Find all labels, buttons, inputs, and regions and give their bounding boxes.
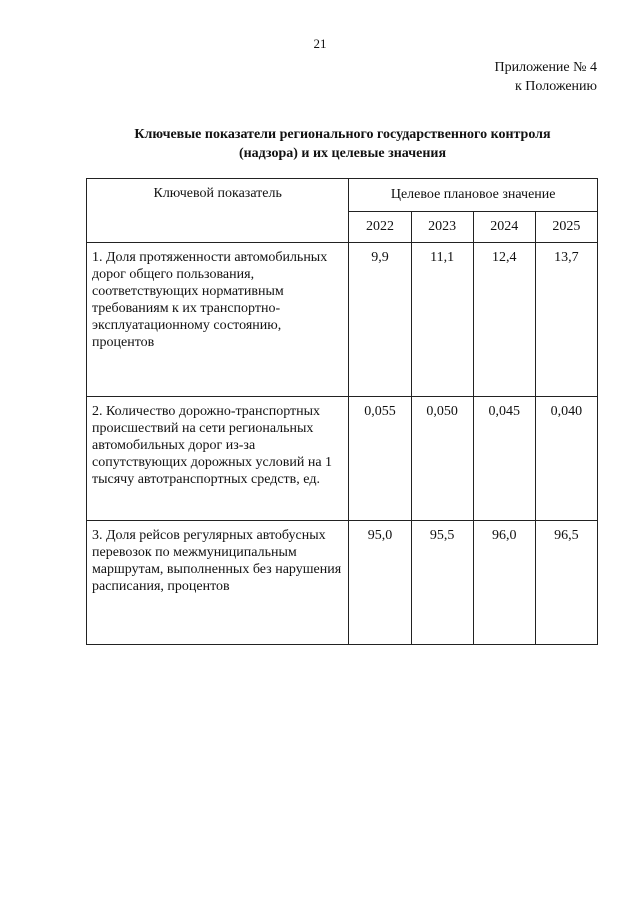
- indicator-value: 13,7: [535, 243, 597, 397]
- header-year: 2023: [411, 212, 473, 243]
- table-header-row: [87, 179, 598, 212]
- indicator-value: 96,5: [535, 521, 597, 645]
- indicator-name: 1. Доля протяженности автомобильных дорог общего пользования, соответствующих нормативным требованиям к их транспортно-эксплуатационному состоянию, процентов: [87, 243, 349, 397]
- header-indicator: Ключевой показатель: [87, 179, 349, 243]
- table-row: [87, 243, 598, 397]
- header-year: 2022: [349, 212, 411, 243]
- header-target-value: Целевое плановое значение: [349, 179, 598, 212]
- title-line-1: Ключевые показатели регионального государственного контроля: [134, 127, 551, 142]
- indicator-value: 96,0: [473, 521, 535, 645]
- header-year: 2025: [535, 212, 597, 243]
- header-year: 2024: [473, 212, 535, 243]
- indicator-value: 0,050: [411, 397, 473, 521]
- indicator-value: 0,055: [349, 397, 411, 521]
- indicators-table: [86, 178, 598, 645]
- indicator-value: 95,0: [349, 521, 411, 645]
- appendix-reference: [495, 58, 598, 96]
- appendix-line-2: к Положению: [514, 79, 597, 94]
- indicator-value: 12,4: [473, 243, 535, 397]
- table-row: [87, 521, 598, 645]
- indicator-name: 2. Количество дорожно-транспортных происшествий на сети региональных автомобильных дорог из-за сопутствующих дорожных условий на 1 тысячу автотранспортных средств, ед.: [87, 397, 349, 521]
- title-line-2: (надзора) и их целевые значения: [238, 146, 447, 161]
- appendix-line-1: Приложение № 4: [494, 60, 597, 75]
- indicator-value: 11,1: [411, 243, 473, 397]
- indicator-value: 9,9: [349, 243, 411, 397]
- indicator-value: 95,5: [411, 521, 473, 645]
- indicator-name: 3. Доля рейсов регулярных автобусных перевозок по межмуниципальным маршрутам, выполненных без нарушения расписания, процентов: [87, 521, 349, 645]
- indicator-value: 0,040: [535, 397, 597, 521]
- document-title: [60, 125, 625, 163]
- page-number: 21: [313, 36, 327, 51]
- table-row: [87, 397, 598, 521]
- indicator-value: 0,045: [473, 397, 535, 521]
